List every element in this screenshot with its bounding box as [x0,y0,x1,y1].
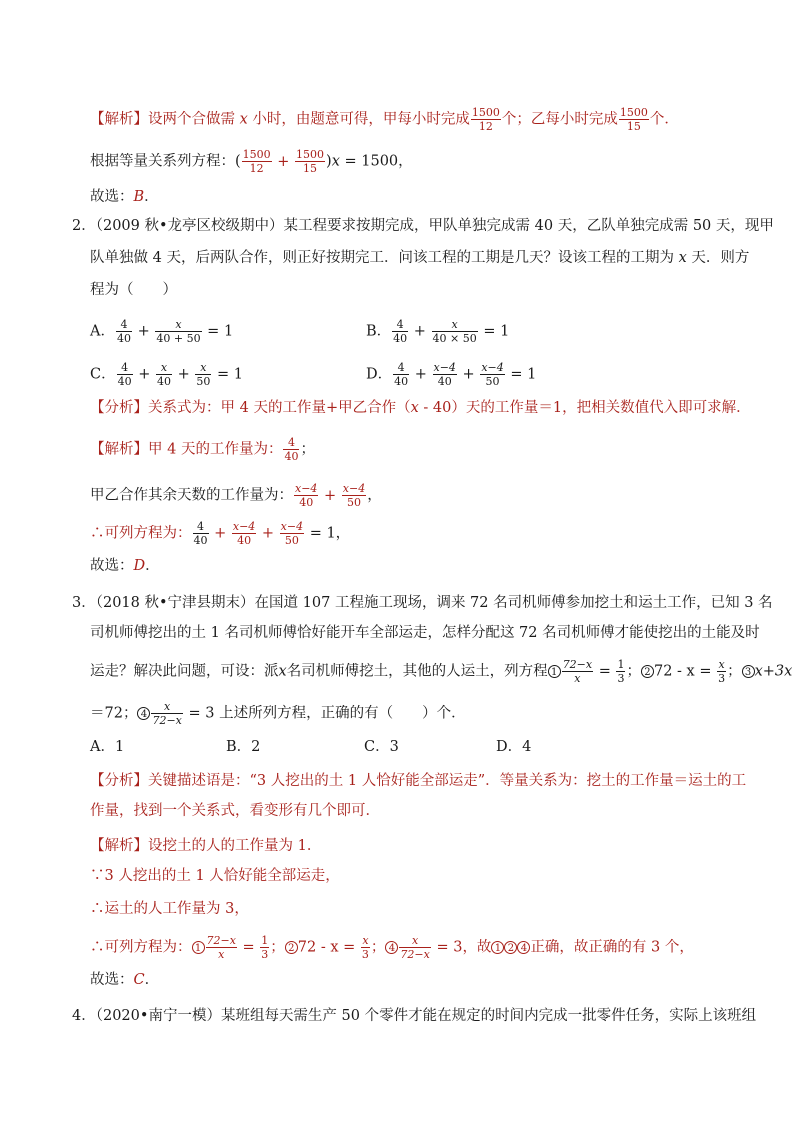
q2-solution-line-2: 甲乙合作其余天数的工作量为： $\frac{x-4}{40}$ + $\frac{x-4}{50}$ ， [90,482,382,509]
q2-option-c: C． $\frac{4}{40}$ + $\frac{x}{40}$ + $\frac{x}{50}$ = 1 [90,361,243,388]
q3-option-d: D．4 [496,739,532,755]
q2-option-b: B． $\frac{4}{40}$ + $\frac{x}{40 \times 50}$ = 1 [366,318,510,345]
fraction: $\frac{1500}{12}$ [242,148,271,175]
q4-stem-line-1: 4．（2020•南宁一模）某班组每天需生产 50 个零件才能在规定的时间内完成一批零件任务，实际上该班组 [72,1008,757,1024]
q3-answer: 故选：C． [90,972,160,988]
q2-solution-line-1: 【解析】甲 4 天的工作量为： $\frac{4}{40}$ ； [90,436,315,463]
fraction: $\frac{1500}{15}$ [296,148,325,175]
q3-stem-line-2: 司机师傅挖出的土 1 名司机师傅恰好能开车全部运走，怎样分配这 72 名司机师傅才能使挖出的土能及时 [90,625,760,641]
q3-solution-line-2: ∵3 人挖出的土 1 人恰好能全部运走， [90,868,340,884]
q1-solution-line-1: 【解析】设两个合做需 x 小时，由题意可得，甲每小时完成 $\frac{1500}{12}$ 个；乙每小时完成 $\frac{1500}{15}$ 个． [90,106,679,133]
q3-option-a: A．1 [90,739,125,755]
q2-answer: 故选：D． [90,558,160,574]
q1-answer: 故选：B． [90,189,159,205]
q2-stem-line-2: 队单独做 4 天，后两队合作，则正好按期完工．问该工程的工期是几天？设该工程的工期为 x 天．则方 [90,250,750,266]
q3-solution-line-1: 【解析】设挖土的人的工作量为 1． [90,838,322,854]
q3-solution-line-4: ∴可列方程为： 1 $\frac{72-x}{x}$ = $\frac{1}{3}$ ； 2 72 - x = $\frac{x}{3}$ ； 4 $\frac{x}{72-x}$ = 3，故 1 2 4 正确，故正确的有 3 个， [90,934,694,961]
q3-analysis-line-1: 【分析】关键描述语是：“3 人挖出的土 1 人恰好能全部运走”．等量关系为：挖土的工作量＝运土的工 [90,773,747,789]
q2-stem-line-3: 程为（ ） [90,282,177,298]
q1-solution-line-2: 根据等量关系列方程：( $\frac{1500}{12}$ + $\frac{1500}{15}$ )x = 1500， [90,148,413,175]
q2-analysis: 【分析】关系式为：甲 4 天的工作量+甲乙合作（x - 40）天的工作量＝1，把相关数值代入即可求解． [90,400,751,416]
q3-option-b: B．2 [226,739,261,755]
fraction: $\frac{1500}{15}$ [619,106,648,133]
q3-stem-line-1: 3．（2018 秋•宁津县期末）在国道 107 工程施工现场，调来 72 名司机师傅参加挖土和运土工作，已知 3 名 [72,595,773,611]
q2-stem-line-1: 2．（2009 秋•龙亭区校级期中）某工程要求按期完成，甲队单独完成需 40 天，乙队单独完成需 50 天，现甲 [72,218,774,234]
analysis-tag: 【解析】 [90,111,148,128]
q3-analysis-line-2: 作量，找到一个关系式，看变形有几个即可． [90,803,380,819]
fraction: $\frac{1500}{12}$ [471,106,500,133]
q2-option-d: D． $\frac{4}{40}$ + $\frac{x-4}{40}$ + $\frac{x-4}{50}$ = 1 [366,361,537,388]
q3-solution-line-3: ∴运土的人工作量为 3， [90,901,249,917]
q3-stem-line-4: ＝72； 4 $\frac{x}{72-x}$ = 3 上述所列方程，正确的有（ ）个． [90,700,466,727]
q2-solution-line-3: ∴可列方程为： $\frac{4}{40}$ + $\frac{x-4}{40}$ + $\frac{x-4}{50}$ = 1， [90,520,351,547]
q3-option-c: C．3 [364,739,399,755]
q2-option-a: A． $\frac{4}{40}$ + $\frac{x}{40 + 50}$ = 1 [90,318,234,345]
q3-stem-line-3: 运走？解决此问题，可设：派x名司机师傅挖土，其他的人运土，列方程 1 $\frac{72-x}{x}$ = $\frac{1}{3}$ ； 2 72 - x = $\frac{x}{3}$ ； 3 x+3x [90,658,793,685]
